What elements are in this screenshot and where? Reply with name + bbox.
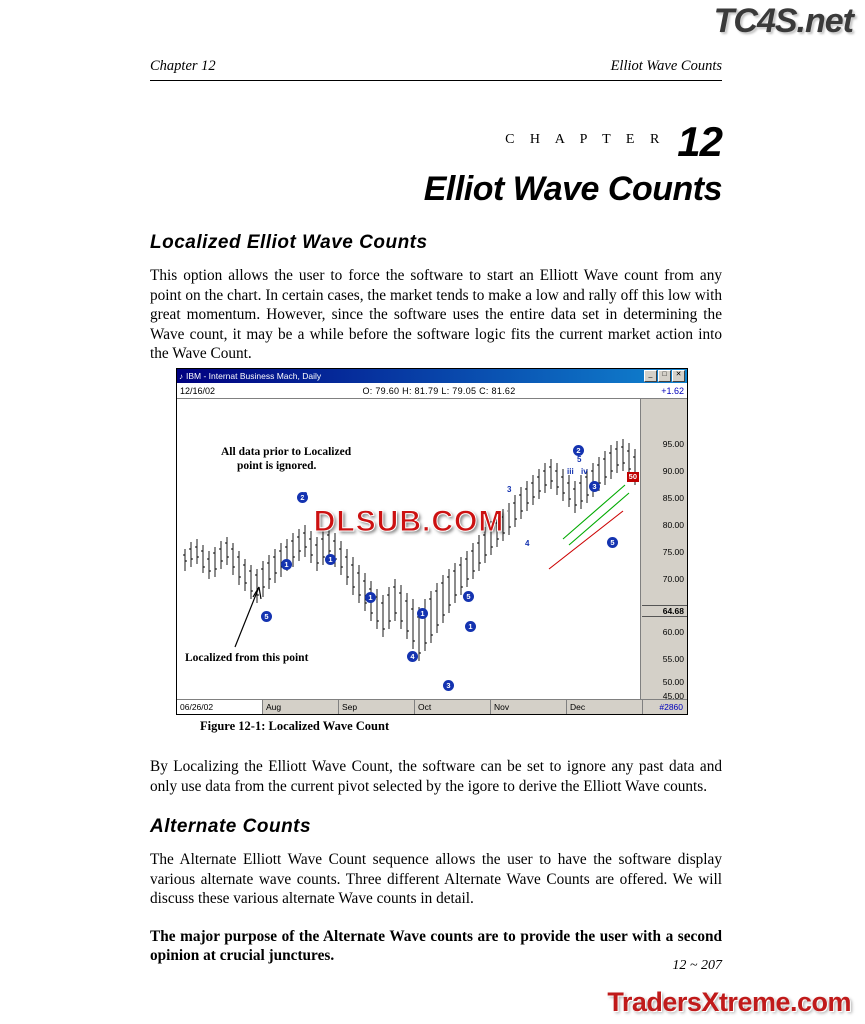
chapter-heading: [150, 118, 722, 209]
plain-wave-label: iv: [581, 467, 588, 476]
time-tick: Oct: [415, 700, 491, 714]
wave-label: 2: [297, 492, 308, 503]
chapter-number: 12: [677, 118, 722, 165]
window-controls: [644, 370, 685, 382]
running-head-left: Chapter 12: [150, 58, 216, 74]
wave-label: 4: [407, 651, 418, 662]
quote-change: +1.62: [661, 385, 684, 396]
time-tick: Nov: [491, 700, 567, 714]
wave-label: 1: [417, 608, 428, 619]
after-figure-paragraph: By Localizing the Elliott Wave Count, the software can be set to ignore any past data and only use data from the current pivot selected by the igore to derive the Elliott Wave counts.: [150, 758, 722, 795]
annotation-localized-point: Localized from this point: [185, 652, 309, 664]
price-tick: 90.00: [662, 466, 684, 476]
price-tick: 50.00: [662, 677, 684, 687]
chart-canvas[interactable]: [177, 399, 641, 699]
chart-window-title: IBM - Internat Business Mach, Daily: [186, 371, 322, 381]
wave-label: 1: [365, 592, 376, 603]
watermark-chart-center: DLSUB.COM: [313, 505, 505, 538]
wave-label: 1: [465, 621, 476, 632]
wave-label: 1: [325, 554, 336, 565]
page-number: 12 ~ 207: [672, 958, 722, 973]
red-price-tag: 50: [628, 472, 637, 481]
wave-label: 5: [261, 611, 272, 622]
localized-paragraph: This option allows the user to force the software to start an Elliott Wave count from any point on the chart. In certain cases, the market tends to make a low and rally off this low with great momentum. However, since the software uses the entire data set in determining the Wave count, it may be a while before the software logic fits the current market action into the Wave Count.: [150, 267, 722, 362]
watermark-bottom-right: TradersXtreme.com: [607, 987, 851, 1017]
alternate-heading: Alternate Counts: [150, 816, 312, 837]
chart-plot-area[interactable]: [177, 399, 687, 700]
section-after-figure: [150, 757, 722, 796]
wave-label: 5: [607, 537, 618, 548]
price-tick: 70.00: [662, 574, 684, 584]
chart-icon: ♪: [179, 371, 183, 381]
wave-label: 1: [281, 559, 292, 570]
annotation-ignored-data: [221, 445, 351, 473]
time-tick: Sep: [339, 700, 415, 714]
chapter-title: Elliot Wave Counts: [423, 170, 722, 208]
running-head: [150, 58, 722, 81]
time-tick: Dec: [567, 700, 643, 714]
price-tick: 75.00: [662, 547, 684, 557]
quote-ohlc: O: 79.60 H: 81.79 L: 79.05 C: 81.62: [362, 385, 516, 396]
price-tick: 60.00: [662, 627, 684, 637]
time-scale[interactable]: [177, 700, 687, 714]
price-tick: 85.00: [662, 493, 684, 503]
chart-id: #2860: [659, 702, 683, 712]
price-scale[interactable]: [640, 399, 687, 699]
figure-caption: Figure 12-1: Localized Wave Count: [200, 719, 390, 733]
minimize-button[interactable]: _: [644, 370, 657, 382]
time-tick: Aug: [263, 700, 339, 714]
alternate-paragraph: The Alternate Elliott Wave Count sequence allows the user to have the software display various alternate wave counts. Three different Alternate Wave Counts are offered. We will discuss these various alternate Wave counts in detail.: [150, 851, 722, 907]
price-tick: 95.00: [662, 439, 684, 449]
maximize-button[interactable]: □: [658, 370, 671, 382]
wave-label: 3: [589, 481, 600, 492]
localized-heading: Localized Elliot Wave Counts: [150, 232, 428, 253]
running-head-right: Elliot Wave Counts: [610, 58, 722, 74]
price-tick: 80.00: [662, 520, 684, 530]
plain-wave-label: 4: [525, 539, 530, 548]
wave-label: 3: [443, 680, 454, 691]
wave-label: 2: [573, 445, 584, 456]
annotation-line-2: point is ignored.: [237, 460, 317, 472]
plain-wave-label: 2: [303, 491, 308, 500]
wave-label: 5: [463, 591, 474, 602]
time-tick: 06/26/02: [177, 700, 263, 714]
plain-wave-label: 5: [577, 455, 582, 464]
section-alternate-counts: [150, 816, 722, 966]
alternate-bold-paragraph: The major purpose of the Alternate Wave counts are to provide the user with a second opinion at crucial junctures.: [150, 927, 722, 964]
plain-wave-label: 3: [507, 485, 512, 494]
chapter-label: C H A P T E R: [505, 132, 666, 147]
quote-bar: [177, 383, 687, 399]
section-localized: [150, 232, 722, 364]
chart-window: [176, 368, 688, 715]
price-tick: 45.00: [662, 691, 684, 700]
price-tick: 55.00: [662, 654, 684, 664]
plain-wave-label: iii: [567, 467, 574, 476]
quote-date: 12/16/02: [180, 385, 216, 396]
chart-window-titlebar: [177, 369, 687, 383]
green-trendline: [563, 485, 629, 545]
close-button[interactable]: ✕: [672, 370, 685, 382]
watermark-top-right: TC4S.net: [713, 2, 853, 40]
figure-localized-wave-count: [176, 368, 690, 734]
annotation-line-1: All data prior to Localized: [221, 446, 352, 458]
price-highlight: 64.68: [642, 605, 687, 617]
